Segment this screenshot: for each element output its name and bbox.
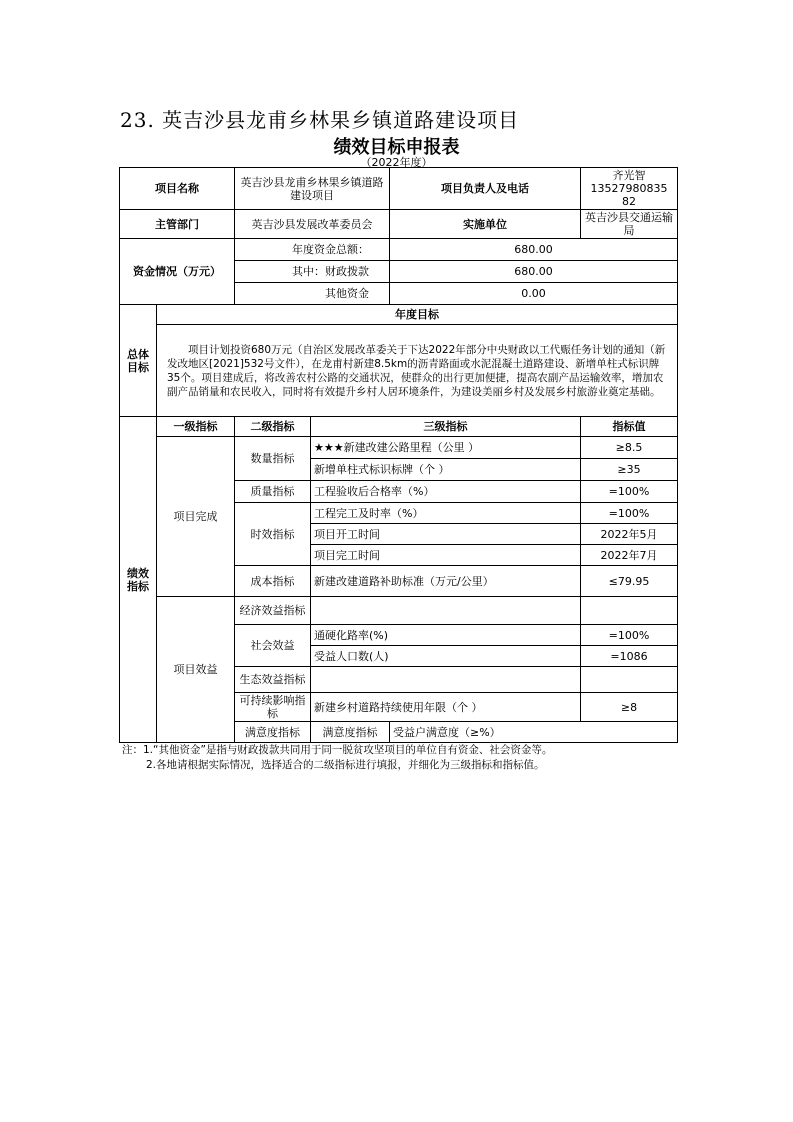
indicator-value-empty: [581, 667, 678, 693]
annual-goal-text: 项目计划投资680万元（自治区发展改革委关于下达2022年部分中央财政以工代赈任务计划的通知（新发改地区[2021]532号文件），在龙甫村新建8.5km的沥青路面或水泥混凝土道路建设、新增单柱式标识牌35个。项目建成后，将改善农村公路的交通状况，使群众的出行更加便捷，提高农副产品运输效率，增加农副产品销量和农民收入，同时将有效提升乡村人居环境条件，为建设美丽乡村及发展乡村旅游业奠定基础。: [157, 325, 678, 417]
footnote-1: 注：1.“其他资金”是指与财政拨款共同用于同一脱贫攻坚项目的单位自有资金、社会资金等。: [122, 744, 553, 756]
dept-label: 主管部门: [120, 210, 235, 239]
indicator-name: ★★★新建改建公路里程（公里 ）: [311, 437, 581, 459]
indicator-name: 受益人口数(人): [311, 646, 581, 667]
indicator-name: 项目完工时间: [311, 545, 581, 566]
indicator-name-empty: [311, 597, 581, 625]
funds-label: 资金情况（万元）: [120, 239, 235, 305]
level1-completion: 项目完成: [157, 437, 235, 597]
leader-value: 齐光智13527980835​82: [581, 168, 678, 210]
indicator-value-empty: [581, 597, 678, 625]
funds-total-label: 年度资金总额：: [235, 239, 390, 261]
overall-goal-side-label: 总体目标: [120, 305, 157, 417]
form-year: （2022年度）: [360, 156, 433, 169]
leader-label: 项目负责人及电话: [390, 168, 581, 210]
indicator-value: ≥8: [581, 693, 678, 722]
indicator-value: ≥8.5: [581, 437, 678, 459]
indicator-name: 新建改建道路补助标准（万元/公里）: [311, 566, 581, 597]
footnote-2: 2.各地请根据实际情况，选择适合的二级指标进行填报，并细化为三级指标和指标值。: [146, 759, 545, 771]
indicator-value: ≥35: [581, 459, 678, 481]
project-name-value: 英吉沙县龙甫乡林果乡镇道路建设项目: [235, 168, 390, 210]
form-title: 绩效目标申报表: [333, 137, 460, 158]
header-level1: 一级指标: [157, 417, 235, 437]
indicator-name: 新增单柱式标识标牌（个 ）: [311, 459, 581, 481]
level1-benefit: 项目效益: [157, 597, 235, 743]
indicator-value: ≤79.95: [581, 566, 678, 597]
indicator-value: =100%: [581, 503, 678, 524]
level2-quantity: 数量指标: [235, 437, 311, 481]
annual-goal-header: 年度目标: [157, 305, 678, 325]
funds-total-value: 680.00: [390, 239, 678, 261]
level2-cost: 成本指标: [235, 566, 311, 597]
section-heading: 23. 英吉沙县龙甫乡林果乡镇道路建设项目: [120, 108, 520, 132]
level2-ecological: 生态效益指标: [235, 667, 311, 693]
level2-time: 时效指标: [235, 503, 311, 566]
performance-table: [119, 167, 678, 743]
indicator-name: 工程验收后合格率（%）: [311, 481, 581, 503]
level2-sustainability: 可持续影响指标: [235, 693, 311, 722]
indicators-side-label: 绩效指标: [120, 417, 157, 743]
indicator-value: =100%: [581, 481, 678, 503]
header-value: 指标值: [581, 417, 678, 437]
funds-fiscal-value: 680.00: [390, 261, 678, 283]
indicator-value: =100%: [581, 625, 678, 646]
indicator-value: 2022年5月: [581, 524, 678, 545]
funds-fiscal-label: 其中：财政拨款: [235, 261, 390, 283]
footnotes: [122, 743, 552, 773]
indicator-value: =1086: [581, 646, 678, 667]
indicator-name: 通硬化路率(%): [311, 625, 581, 646]
impl-value: 英吉沙县交通运输局: [581, 210, 678, 239]
indicator-name: 受益户满意度（≥%）: [390, 722, 678, 743]
level2-quality: 质量指标: [235, 481, 311, 503]
header-level3: 三级指标: [311, 417, 581, 437]
level1-satisfaction: 满意度指标: [235, 722, 311, 743]
indicator-name: 工程完工及时率（%）: [311, 503, 581, 524]
indicator-name-empty: [311, 667, 581, 693]
dept-value: 英吉沙县发展改革委员会: [235, 210, 390, 239]
header-level2: 二级指标: [235, 417, 311, 437]
project-name-label: 项目名称: [120, 168, 235, 210]
level2-satisfaction: 满意度指标: [311, 722, 390, 743]
impl-label: 实施单位: [390, 210, 581, 239]
indicator-name: 新建乡村道路持续使用年限（个 ）: [311, 693, 581, 722]
indicator-name: 项目开工时间: [311, 524, 581, 545]
level2-economic: 经济效益指标: [235, 597, 311, 625]
indicator-value: 2022年7月: [581, 545, 678, 566]
funds-other-label: 其他资金: [235, 283, 390, 305]
level2-social: 社会效益: [235, 625, 311, 667]
funds-other-value: 0.00: [390, 283, 678, 305]
